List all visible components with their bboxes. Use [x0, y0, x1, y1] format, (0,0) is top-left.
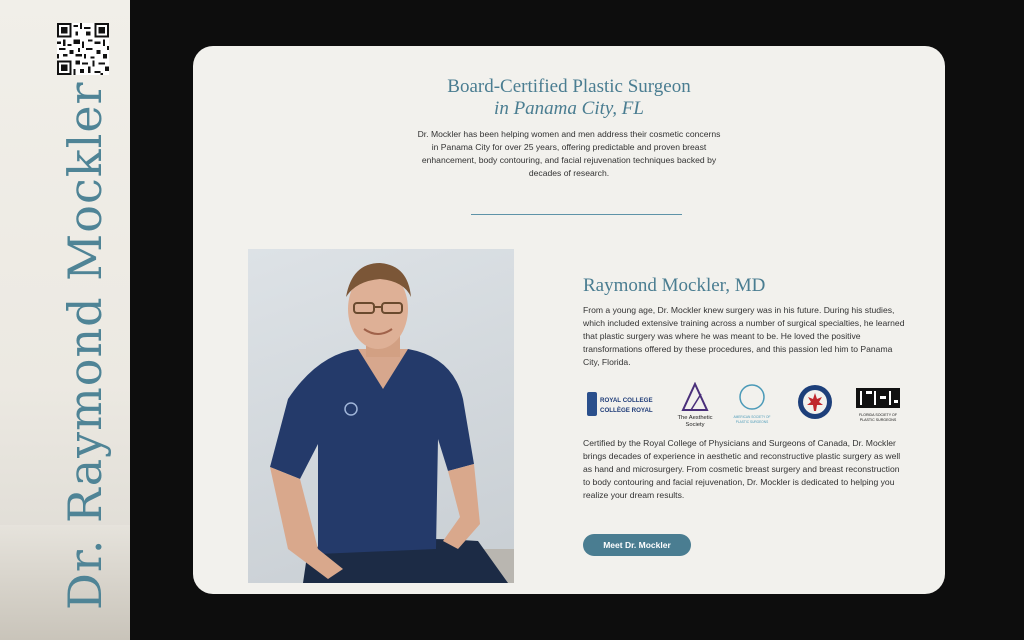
page-heading: [193, 76, 945, 120]
section-divider: [471, 214, 682, 215]
heading-line-2: in Panama City, FL: [494, 98, 644, 119]
intro-paragraph: Dr. Mockler has been helping women and men address their cosmetic concerns in Panama City for over 25 years, offering predictable and proven breast enhancement, body contouring, and facial rejuvenation techniques backed by decades of research.: [417, 129, 721, 178]
meet-doctor-button[interactable]: Meet Dr. Mockler: [583, 534, 691, 556]
affiliation-logos: [583, 382, 913, 430]
heading-line-1: Board-Certified Plastic Surgeon: [447, 76, 691, 97]
royal-college-line1: ROYAL COLLEGE: [600, 397, 653, 404]
left-sidebar: [0, 0, 130, 640]
fsps-line2: PLASTIC SURGEONS: [859, 418, 897, 422]
doctor-name: Raymond Mockler, MD: [583, 275, 766, 296]
vertical-doctor-title: Dr. Raymond Mockler: [58, 81, 112, 610]
fsps-line1: FLORIDA SOCIETY OF: [858, 413, 898, 417]
aesthetic-society-line2: Society: [685, 422, 705, 428]
doctor-photo: [248, 249, 514, 583]
doctor-bio: From a young age, Dr. Mockler knew surgery was in his future. During his studies, which included extensive training across a number of surgical specialties, he learned that plastic surgery was where he was meant to be. He loved the positive transformations offered by these procedures, and this passion led him to Panama City, Florida.: [583, 305, 905, 367]
doctor-portrait-image: [248, 249, 514, 583]
certification-paragraph: Certified by the Royal College of Physicians and Surgeons of Canada, Dr. Mockler brings decades of experience in aesthetic and reconstructive plastic surgery as well as hand and microsurgery. From cosmetic breast surgery and breast reconstruction to body contouring and facial rejuvenation, Dr. Mockler is dedicated to helping you realize your dream results.: [583, 438, 901, 500]
content-card: [193, 46, 945, 594]
asps-line2: PLASTIC SURGEONS: [735, 420, 769, 424]
qr-code-icon[interactable]: [57, 23, 109, 75]
canadian-society-seal-logo: [795, 382, 835, 430]
aesthetic-society-line1: The Aesthetic: [677, 415, 713, 421]
royal-college-logo: [583, 382, 658, 430]
royal-college-line2: COLLÈGE ROYAL: [600, 407, 653, 414]
fsps-logo: [853, 382, 903, 430]
asps-line1: AMERICAN SOCIETY OF: [733, 415, 771, 419]
asps-logo: [730, 382, 774, 430]
aesthetic-society-logo: [673, 382, 717, 430]
